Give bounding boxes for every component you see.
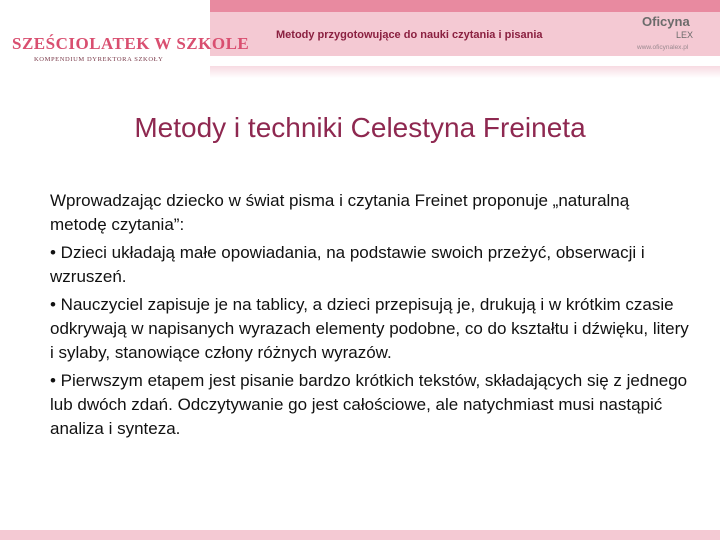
publisher-logo bbox=[642, 14, 702, 44]
bullet-item: • Pierwszym etapem jest pisanie bardzo krótkich tekstów, składających się z jednego lub dwóch zdań. Odczytywanie go jest całościowe, ale natychmiast musi nastąpić analiza i synteza. bbox=[50, 371, 688, 438]
publisher-mark: LEX bbox=[676, 30, 694, 40]
bullet-item: • Nauczyciel zapisuje je na tablicy, a dzieci przepisują je, drukują i w krótkim czasie odkrywają w napisanych wyrazach elementy podobne, co do kształtu i dźwięku, litery i sylaby, stanowiące człony różnych wyrazów. bbox=[50, 295, 689, 362]
footer-bar bbox=[0, 530, 720, 540]
bullet-item: • Dzieci układają małe opowiadania, na podstawie swoich przeżyć, obserwacji i wzruszeń. bbox=[50, 243, 645, 286]
intro-paragraph: Wprowadzając dziecko w świat pisma i czytania Freinet proponuje „naturalną metodę czytania”: bbox=[50, 191, 630, 234]
slide-title: Metody i techniki Celestyna Freineta bbox=[134, 112, 586, 143]
brand-subtitle: KOMPENDIUM DYREKTORA SZKOŁY bbox=[34, 56, 164, 63]
slide-header bbox=[0, 0, 720, 78]
publisher-url: www.oficynalex.pl bbox=[637, 44, 689, 51]
brand-title: SZEŚCIOLATEK W SZKOLE bbox=[12, 34, 250, 53]
header-subject: Metody przygotowujące do nauki czytania i pisania bbox=[276, 29, 543, 41]
header-band-top bbox=[210, 0, 720, 12]
publisher-name: Oficyna bbox=[642, 14, 690, 29]
slide-content bbox=[50, 189, 690, 445]
